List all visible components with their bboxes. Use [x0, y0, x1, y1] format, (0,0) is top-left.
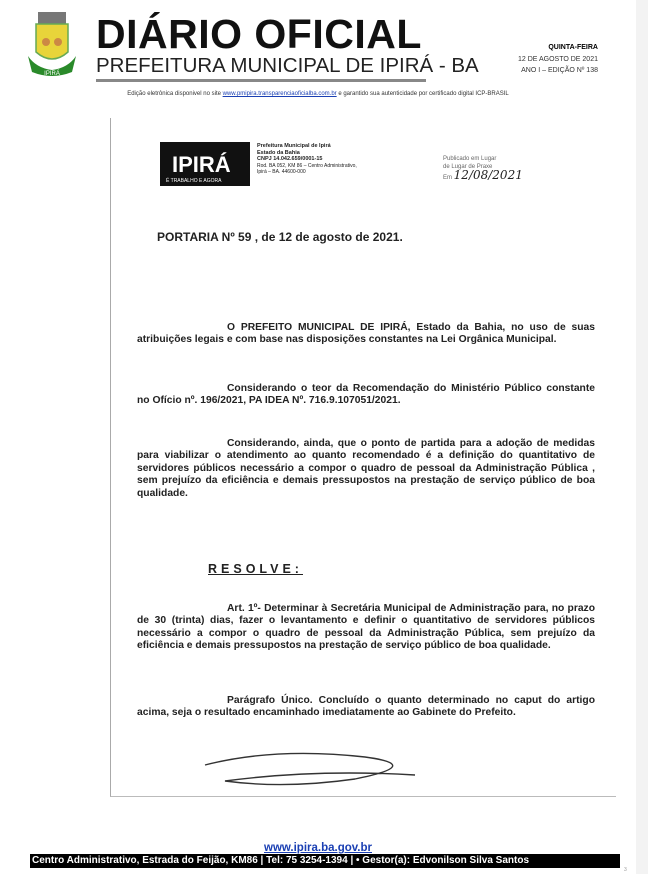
newspaper-title: DIÁRIO OFICIAL [96, 11, 422, 57]
title-rule [96, 79, 426, 82]
signature-icon [195, 745, 435, 790]
org-name: Prefeitura Municipal de Ipirá [257, 143, 331, 149]
stamp-line: Publicado em Lugar [443, 156, 497, 162]
edition-number: ANO I – EDIÇÃO Nº 138 [521, 67, 598, 74]
svg-text:IPIRÁ: IPIRÁ [44, 71, 60, 77]
paragraph [137, 695, 595, 720]
paragraph-text: Considerando o teor da Recomendação do Ministério Público constante no Ofício nº. 196/2021, PA IDEA Nº. 716.9.107051/2021. [137, 383, 595, 407]
portaria-heading: PORTARIA Nº 59 , de 12 de agosto de 2021. [157, 230, 403, 244]
org-cnpj: CNPJ 14.042.659/0001-15 [257, 156, 323, 162]
page-number: 3 [624, 867, 627, 873]
logo-text: IPIRÁ [172, 152, 231, 177]
website-link[interactable]: www.ipira.ba.gov.br [264, 842, 372, 854]
notice-text: e garantido sua autenticidade por certificado digital ICP-BRASIL [336, 91, 509, 97]
newspaper-subtitle: PREFEITURA MUNICIPAL DE IPIRÁ - BA [96, 54, 479, 77]
publication-stamp [443, 155, 523, 182]
org-address: Rod. BA 052, KM 86 – Centro Administrativo, [257, 162, 357, 169]
paragraph-text: Considerando, ainda, que o ponto de partida para a adoção de medidas para viabilizar o atendimento ao quanto recomendado é a definição do quantitativo de servidores públicos necessário a compor o quadro de pessoal da Administração Pública , sem prejuízo da eficiência e demais pressupostos na prestação de serviço público de boa qualidade. [137, 438, 595, 499]
paragraph [137, 383, 595, 408]
resolve-heading: RESOLVE: [208, 562, 303, 576]
footer-bar: Centro Administrativo, Estrada do Feijão, KM86 | Tel: 75 3254-1394 | • Gestor(a): Edvonilson Silva Santos [30, 854, 620, 868]
stamp-line: Em [443, 175, 452, 181]
paragraph [137, 322, 595, 347]
municipal-crest-icon [28, 10, 76, 78]
org-state: Estado da Bahia [257, 149, 300, 156]
stamp-line: de Lugar de Praxe [443, 164, 493, 170]
transparency-link[interactable]: www.pmipira.transparenciaoficialba.com.br [222, 91, 337, 97]
paragraph-text: O PREFEITO MUNICIPAL DE IPIRÁ, Estado da Bahia, no uso de suas atribuições legais e com base nas disposições constantes na Lei Orgânica Municipal. [137, 322, 595, 346]
paragraph [137, 603, 595, 653]
weekday: QUINTA-FEIRA [548, 44, 598, 51]
paragraph-text: Art. 1º- Determinar à Secretária Municipal de Administração para, no prazo de 30 (trinta) dias, fazer o levantamento e definir o quantitativo de servidores públicos necessário a compor o quadro de pessoal da Administração Pública, sem prejuízo da eficiência e demais pressupostos na prestação de serviço público de boa qualidade. [137, 603, 595, 652]
stamp-date: 12/08/2021 [453, 168, 523, 182]
authenticity-notice [0, 91, 636, 97]
letterhead-info [257, 143, 357, 176]
notice-text: Edição eletrônica disponivel no site [127, 91, 223, 97]
org-address: Ipirá – BA. 44600-000 [257, 169, 306, 175]
paragraph-text: Parágrafo Único. Concluído o quanto determinado no caput do artigo acima, seja o resultado encaminhado imediatamente ao Gabinete do Prefeito. [137, 695, 595, 719]
logo-tagline: É TRABALHO E AGORA [166, 178, 222, 184]
paragraph [137, 438, 595, 500]
issue-date: 12 DE AGOSTO DE 2021 [517, 56, 598, 63]
ipira-logo [160, 142, 250, 186]
